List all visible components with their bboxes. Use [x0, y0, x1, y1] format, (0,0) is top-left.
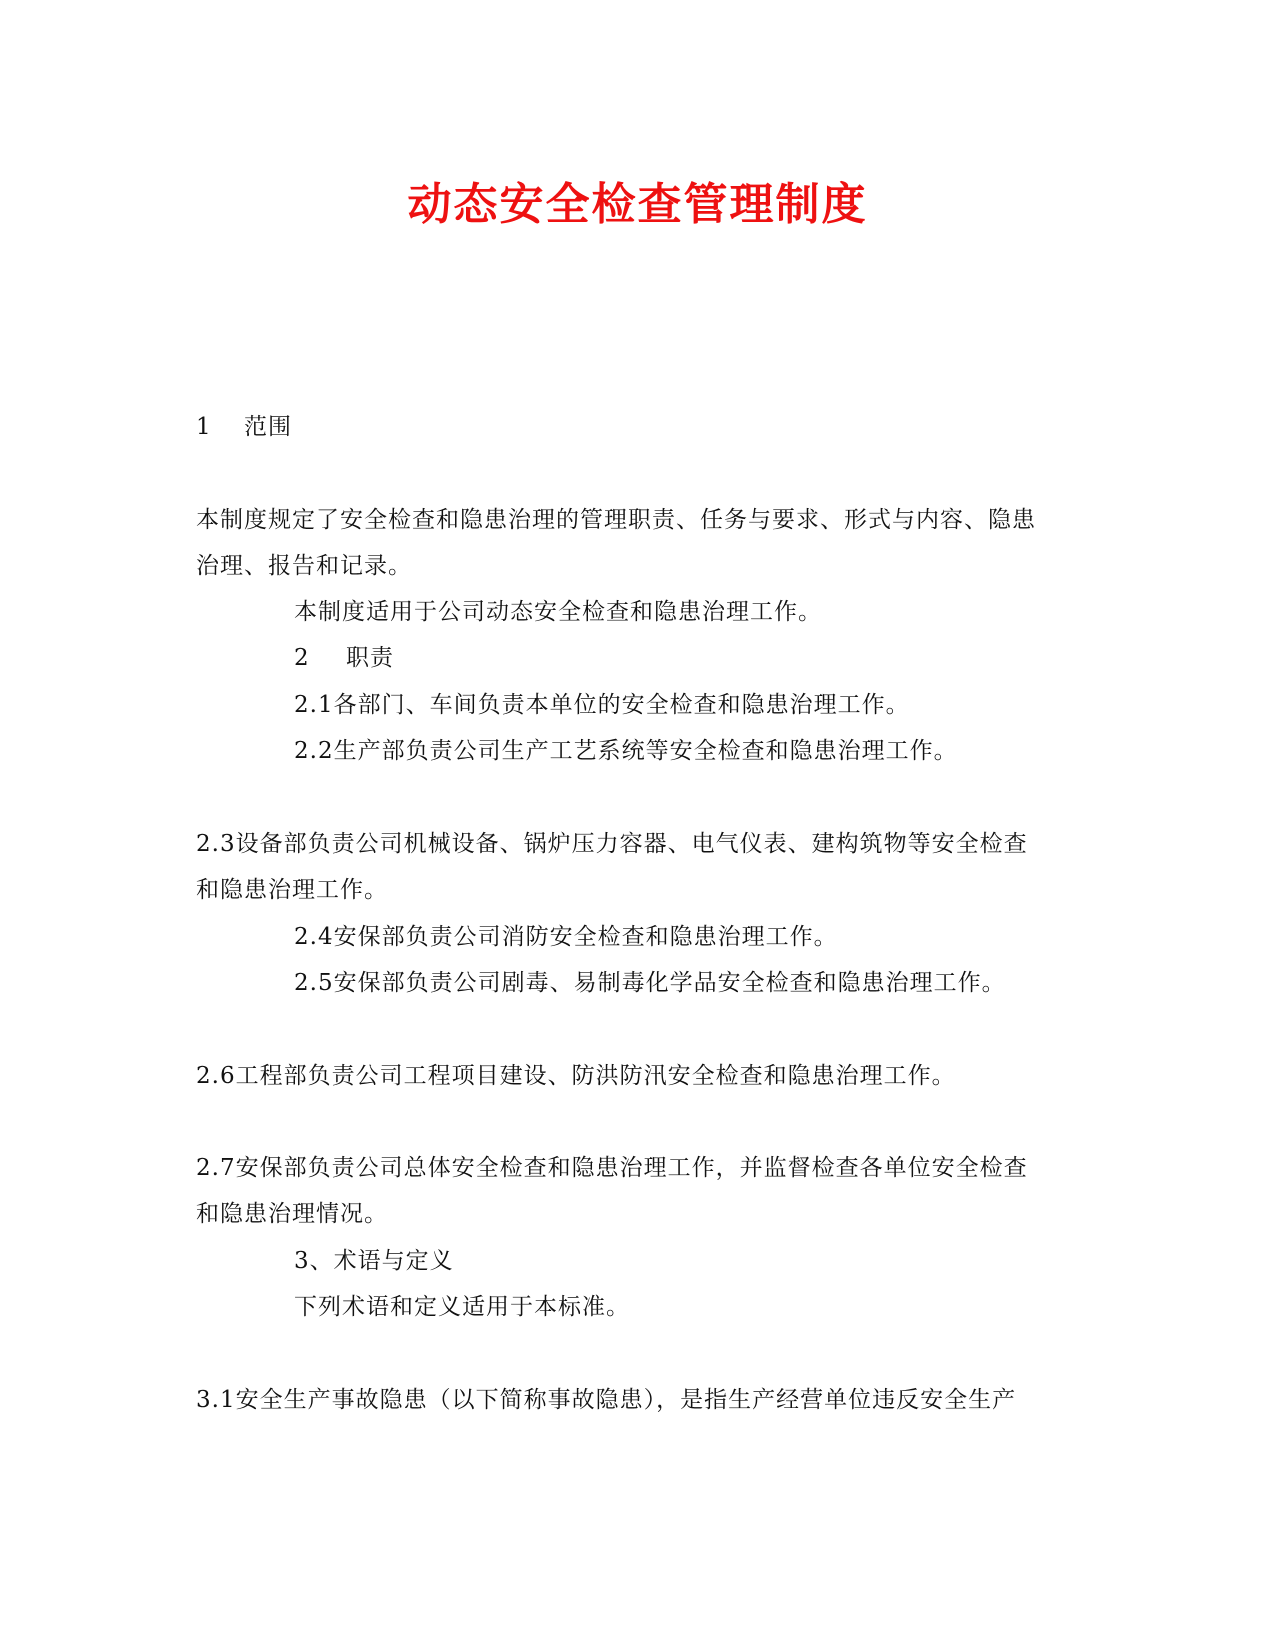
- clause-2-6: 2.6工程部负责公司工程项目建设、防洪防汛安全检查和隐患治理工作。: [196, 1063, 956, 1089]
- document-title: 动态安全检查管理制度: [407, 179, 868, 230]
- section-number: 2: [294, 645, 310, 671]
- paragraph-line: 治理、报告和记录。: [196, 553, 412, 579]
- clause-2-1: 2.1各部门、车间负责本单位的安全检查和隐患治理工作。: [294, 692, 910, 718]
- paragraph-line: 下列术语和定义适用于本标准。: [294, 1294, 630, 1320]
- clause-2-4: 2.4安保部负责公司消防安全检查和隐患治理工作。: [294, 924, 838, 950]
- clause-3-1: 3.1安全生产事故隐患（以下简称事故隐患），是指生产经营单位违反安全生产: [196, 1387, 1017, 1413]
- section-number: 1: [196, 414, 212, 440]
- clause-2-7-cont: 和隐患治理情况。: [196, 1201, 388, 1227]
- paragraph-line: 本制度适用于公司动态安全检查和隐患治理工作。: [294, 599, 822, 625]
- section-2-heading: [294, 643, 394, 673]
- section-label: 职责: [346, 645, 394, 671]
- clause-2-7: 2.7安保部负责公司总体安全检查和隐患治理工作，并监督检查各单位安全检查: [196, 1155, 1028, 1181]
- section-3-heading: 3、术语与定义: [294, 1248, 454, 1274]
- paragraph-line: 本制度规定了安全检查和隐患治理的管理职责、任务与要求、形式与内容、隐患: [196, 507, 1036, 533]
- clause-2-2: 2.2生产部负责公司生产工艺系统等安全检查和隐患治理工作。: [294, 738, 958, 764]
- clause-2-3: 2.3设备部负责公司机械设备、锅炉压力容器、电气仪表、建构筑物等安全检查: [196, 831, 1028, 857]
- section-label: 范围: [244, 414, 292, 440]
- section-1-heading: [196, 412, 292, 442]
- clause-2-5: 2.5安保部负责公司剧毒、易制毒化学品安全检查和隐患治理工作。: [294, 970, 1006, 996]
- clause-2-3-cont: 和隐患治理工作。: [196, 877, 388, 903]
